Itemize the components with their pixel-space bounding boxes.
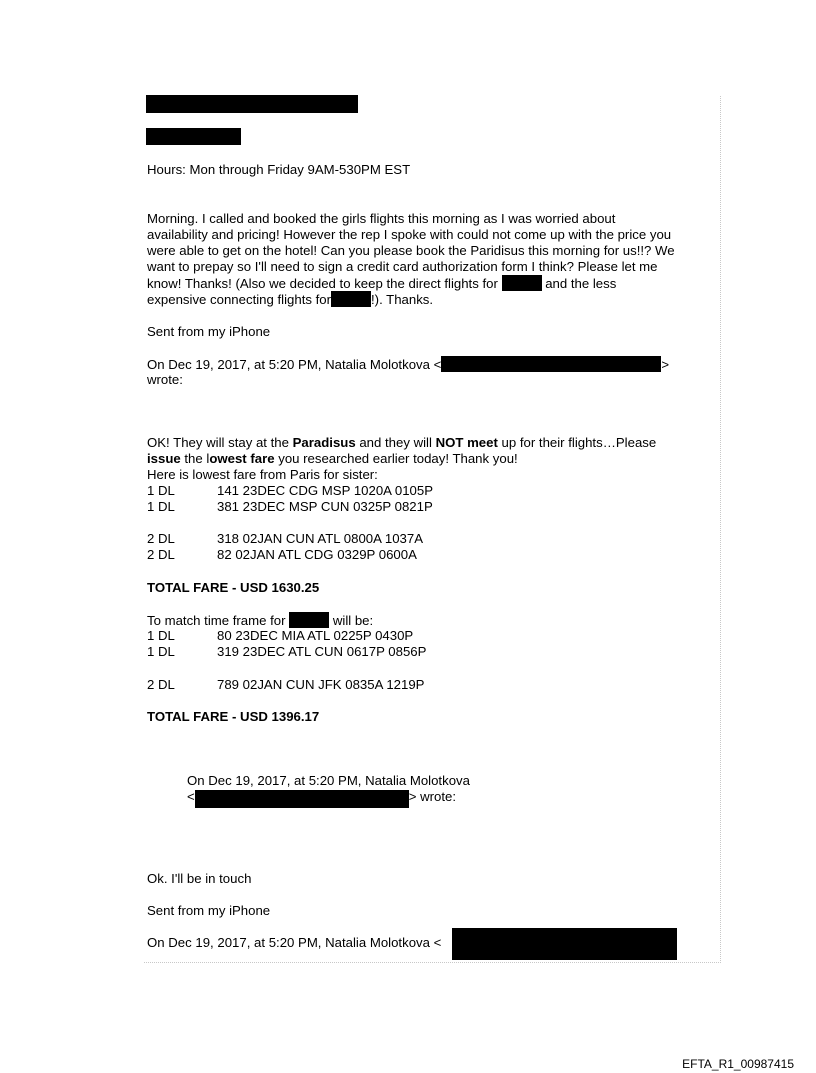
match-line bbox=[147, 612, 373, 629]
flight-detail: 381 23DEC MSP CUN 0325P 0821P bbox=[217, 499, 433, 514]
reply-text: you researched earlier today! Thank you! bbox=[274, 451, 518, 466]
segment-label: 2 DL bbox=[147, 677, 175, 692]
segment-label: 2 DL bbox=[147, 531, 175, 546]
flight-detail: 789 02JAN CUN JFK 0835A 1219P bbox=[217, 677, 425, 692]
quote-header-1 bbox=[147, 356, 669, 373]
match-text: To match time frame for bbox=[147, 613, 286, 628]
quote-header-1-wrote: wrote: bbox=[147, 372, 183, 387]
redacted-name-inline bbox=[331, 291, 371, 307]
reply-line-2 bbox=[147, 451, 518, 467]
itinerary-row bbox=[147, 628, 413, 644]
reply-text: and they will bbox=[355, 435, 436, 450]
message-line-2: availability and pricing! However the rep I spoke with could not come up with the price you bbox=[147, 227, 672, 242]
message-line-5b: and the less bbox=[545, 276, 617, 291]
reply-bold-lowest-fare: owest fare bbox=[209, 451, 275, 466]
redacted-email-bottom bbox=[452, 928, 677, 960]
redacted-name-inline bbox=[502, 275, 542, 291]
flight-detail: 141 23DEC CDG MSP 1020A 0105P bbox=[217, 483, 434, 498]
segment-label: 1 DL bbox=[147, 499, 175, 514]
message-line-5a: know! Thanks! (Also we decided to keep the direct flights for bbox=[147, 276, 498, 291]
itinerary-row bbox=[147, 644, 426, 660]
total-fare-2: TOTAL FARE - USD 1396.17 bbox=[147, 709, 320, 724]
reply-line-1 bbox=[147, 435, 656, 451]
segment-label: 2 DL bbox=[147, 547, 175, 562]
quote-header-1-text: On Dec 19, 2017, at 5:20 PM, Natalia Molotkova < bbox=[147, 357, 442, 372]
reply-text: OK! They will stay at the bbox=[147, 435, 293, 450]
reply-bold-not-meet: NOT meet bbox=[435, 435, 498, 450]
itinerary-row bbox=[147, 499, 433, 515]
itinerary-row bbox=[147, 677, 424, 693]
itinerary-row bbox=[147, 531, 423, 547]
itinerary-row bbox=[147, 483, 433, 499]
flight-detail: 80 23DEC MIA ATL 0225P 0430P bbox=[217, 628, 414, 643]
reply-line-3: Here is lowest fare from Paris for sister: bbox=[147, 467, 378, 482]
redacted-header-name bbox=[146, 95, 358, 113]
quote-lt: < bbox=[187, 789, 195, 804]
reply-bold-issue: issue bbox=[147, 451, 181, 466]
message-line-3: were able to get on the hotel! Can you please book the Paridisus this morning for us!!? We bbox=[147, 243, 675, 258]
message-line-1: Morning. I called and booked the girls flights this morning as I was worried about bbox=[147, 211, 616, 226]
quote-header-2-wrote bbox=[187, 789, 456, 808]
segment-label: 1 DL bbox=[147, 628, 175, 643]
reply-text: up for their flights…Please bbox=[497, 435, 657, 450]
document-id: EFTA_R1_00987415 bbox=[682, 1057, 794, 1071]
message-line-4: want to prepay so I'll need to sign a credit card authorization form I think? Please let me bbox=[147, 259, 658, 274]
flight-detail: 319 23DEC ATL CUN 0617P 0856P bbox=[217, 644, 427, 659]
redacted-header-sub bbox=[146, 128, 241, 145]
message-line-6b: !). Thanks. bbox=[371, 292, 434, 307]
total-fare-1: TOTAL FARE - USD 1630.25 bbox=[147, 580, 320, 595]
segment-label: 1 DL bbox=[147, 483, 175, 498]
message-line-5 bbox=[147, 275, 616, 292]
quote-wrote: > wrote: bbox=[408, 789, 456, 804]
quote-header-1-close: > bbox=[661, 357, 670, 372]
quote-header-2: On Dec 19, 2017, at 5:20 PM, Natalia Molotkova bbox=[187, 773, 470, 788]
reply-text: the l bbox=[180, 451, 210, 466]
flight-detail: 82 02JAN ATL CDG 0329P 0600A bbox=[217, 547, 417, 562]
reply-bold-paradisus: Paradisus bbox=[292, 435, 356, 450]
hours-line: Hours: Mon through Friday 9AM-530PM EST bbox=[147, 162, 411, 177]
flight-detail: 318 02JAN CUN ATL 0800A 1037A bbox=[217, 531, 424, 546]
redacted-email bbox=[441, 356, 661, 372]
ok-in-touch: Ok. I'll be in touch bbox=[147, 871, 252, 886]
segment-label: 1 DL bbox=[147, 644, 175, 659]
sent-from-iphone-2: Sent from my iPhone bbox=[147, 903, 271, 918]
message-line-6a: expensive connecting flights for bbox=[147, 292, 332, 307]
quote-header-3: On Dec 19, 2017, at 5:20 PM, Natalia Molotkova < bbox=[147, 935, 442, 950]
redacted-name-inline bbox=[289, 612, 329, 628]
redacted-email bbox=[195, 790, 409, 808]
match-text: will be: bbox=[332, 613, 374, 628]
message-line-6 bbox=[147, 291, 433, 308]
itinerary-row bbox=[147, 547, 417, 563]
sent-from-iphone: Sent from my iPhone bbox=[147, 324, 271, 339]
